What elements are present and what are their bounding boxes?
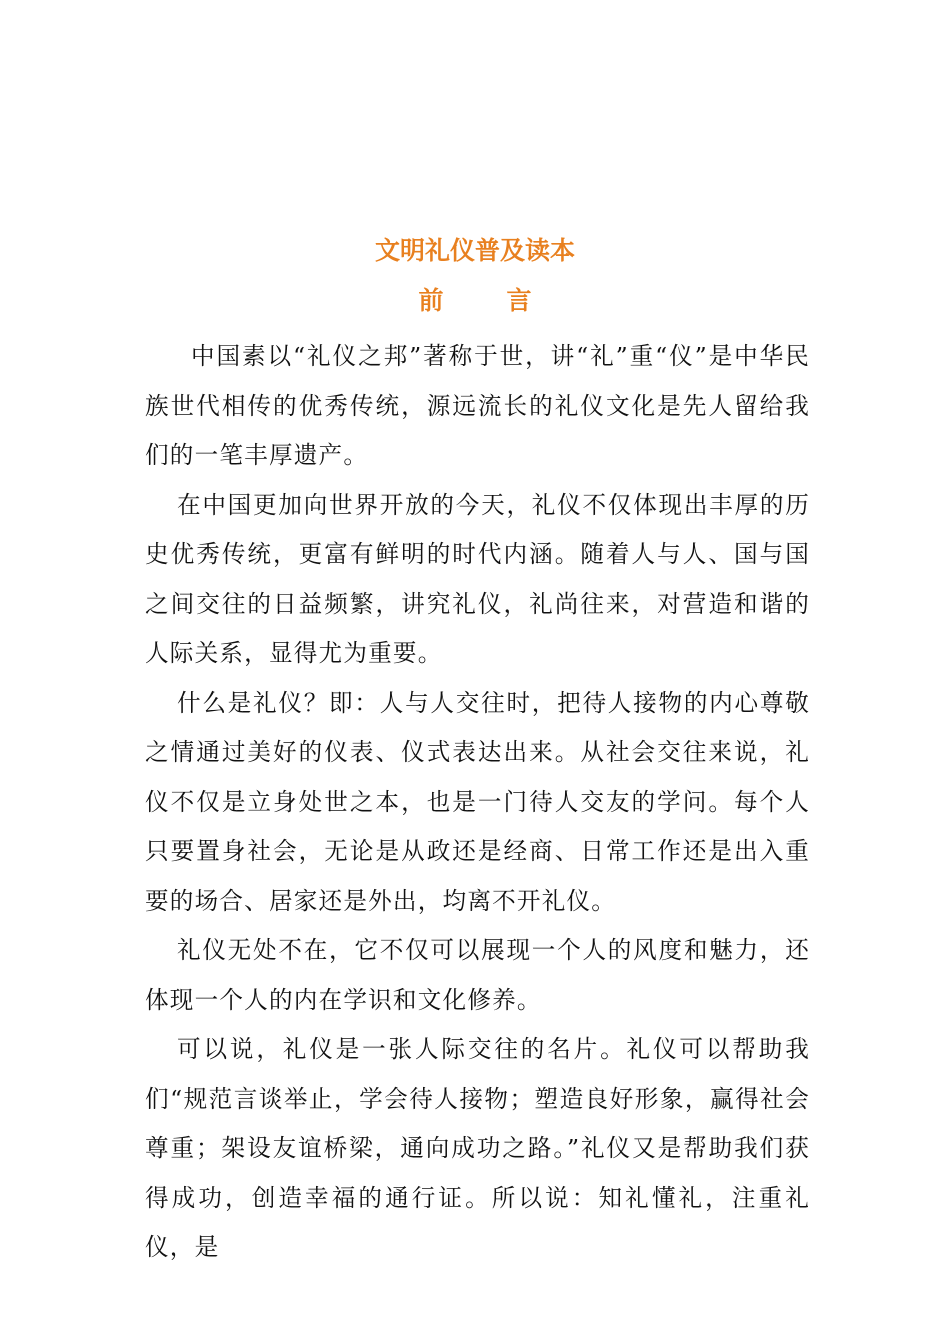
section-heading [0, 286, 950, 316]
paragraph-5: 可以说，礼仪是一张人际交往的名片。礼仪可以帮助我们“规范言谈举止，学会待人接物；塑造良好形象，赢得社会尊重；架设友谊桥梁，通向成功之路。”礼仪又是帮助我们获得成功，创造幸福的通行证。所以说：知礼懂礼，注重礼仪，是 [145, 1035, 810, 1261]
paragraph-1: 中国素以“礼仪之邦”著称于世，讲“礼”重“仪”是中华民族世代相传的优秀传统，源远流长的礼仪文化是先人留给我们的一笔丰厚遗产。 [145, 342, 810, 469]
section-heading-char-2: 言 [506, 286, 532, 315]
section-heading-char-1: 前 [418, 286, 444, 315]
body-text [145, 332, 810, 1273]
paragraph-4: 礼仪无处不在，它不仅可以展现一个人的风度和魅力，还体现一个人的内在学识和文化修养。 [145, 936, 810, 1014]
paragraph-3: 什么是礼仪？即：人与人交往时，把待人接物的内心尊敬之情通过美好的仪表、仪式表达出来。从社会交往来说，礼仪不仅是立身处世之本，也是一门待人交友的学问。每个人只要置身社会，无论是从政还是经商、日常工作还是出入重要的场合、居家还是外出，均离不开礼仪。 [145, 688, 810, 915]
paragraph-2: 在中国更加向世界开放的今天，礼仪不仅体现出丰厚的历史优秀传统，更富有鲜明的时代内涵。随着人与人、国与国之间交往的日益频繁，讲究礼仪，礼尚往来，对营造和谐的人际关系，显得尤为重要。 [145, 490, 810, 667]
document-title: 文明礼仪普及读本 [374, 236, 575, 265]
